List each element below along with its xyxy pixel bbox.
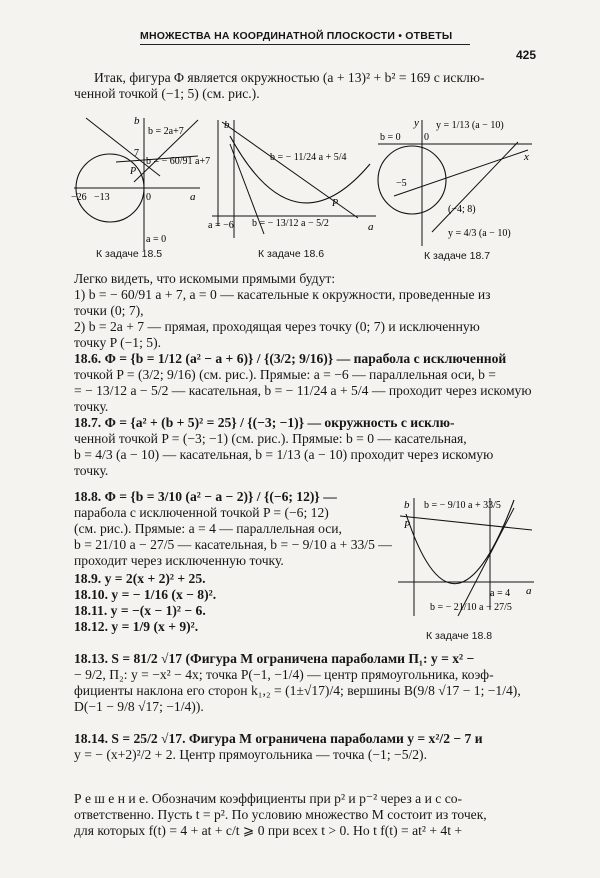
text-line-28: y = − (x+2)²/2 + 2. Центр прямоугольника — точка (−1; −5/2). [74, 747, 427, 762]
figure-18-8 [396, 494, 536, 618]
text-line-3: точки (0; 7), [74, 303, 144, 318]
text-line-13: точку. [74, 463, 109, 478]
fig187-label-line1: y = 1/13 (a − 10) [436, 120, 504, 131]
text-line-27: 18.14. S = 25/2 √17. Фигура M ограничена параболами y = x²/2 − 7 и [74, 731, 483, 746]
fig186-label-am6: a = −6 [208, 220, 234, 231]
text-line-6: 18.6. Φ = {b = 1/12 (a² − a + 6)} / {(3/2; 9/16)} — парабола с исключенной [74, 351, 507, 366]
fig187-label-b0: b = 0 [380, 132, 401, 143]
text-line-14: 18.8. Φ = {b = 3/10 (a² − a − 2)} / {(−6; 12)} — [74, 489, 337, 504]
fig186-label-a: a [368, 221, 374, 233]
fig188-label-line1: b = − 9/10 a + 33/5 [424, 500, 501, 511]
fig186-label-line2: b = − 13/12 a − 5/2 [252, 218, 329, 229]
fig186-label-b: b [224, 119, 230, 131]
text-line-8: = − 13/12 a − 5/2 — касательная, b = − 11/24 a + 5/4 — проходит через искомую [74, 383, 532, 398]
caption-18-6: К задаче 18.6 [258, 248, 325, 260]
figure-18-7 [376, 116, 536, 248]
text-line-26: D(−1 − 9/8 √17; −1/4)). [74, 699, 204, 714]
fig187-label-m5: −5 [396, 178, 407, 189]
text-line-16: (см. рис.). Прямые: a = 4 — параллельная оси, [74, 521, 342, 536]
fig187-label-x: x [524, 151, 529, 163]
fig185-label-p: P [130, 166, 137, 177]
fig188-label-line2: b = − 21/10 a − 27/5 [430, 602, 512, 613]
fig188-label-p: P [404, 520, 411, 531]
fig187-label-line2: y = 4/3 (a − 10) [448, 228, 511, 239]
caption-18-8: К задаче 18.8 [426, 630, 493, 642]
text-line-30: ответственно. Пусть t = p². По условию множество M состоит из точек, [74, 807, 487, 822]
fig188-label-a4: a = 4 [490, 588, 511, 599]
text-line-18: проходит через исключенную точку. [74, 553, 284, 568]
text-line-4: 2) b = 2a + 7 — прямая, проходящая через точку (0; 7) и исключенную [74, 319, 480, 334]
fig187-label-0: 0 [424, 132, 429, 143]
text-line-7: точкой P = (3/2; 9/16) (см. рис.). Прямые: a = −6 — параллельная оси, b = [74, 367, 496, 382]
fig188-label-a: a [526, 585, 532, 597]
fig188-label-b: b [404, 499, 410, 511]
fig185-label-a: a [190, 191, 196, 203]
page-number: 425 [516, 48, 537, 62]
text-line-12: b = 4/3 (a − 10) — касательная, b = 1/13 (a − 10) проходит через искомую [74, 447, 494, 462]
fig185-label-m13: −13 [94, 192, 110, 203]
fig185-label-b: b [134, 115, 140, 127]
text-line-1: Легко видеть, что искомыми прямыми будут: [74, 271, 336, 286]
text-line-24: − 9/2, Π₂: y = −x² − 4x; точка P(−1, −1/4) — центр прямоугольника, коэф- [74, 667, 494, 682]
text-line-25: фициенты наклона его сторон k₁,₂ = (1±√17)/4; вершины B(9/8 √17 − 1; −1/4), [74, 683, 521, 698]
caption-18-5: К задаче 18.5 [96, 248, 163, 260]
text-line-22: 18.12. y = 1/9 (x + 9)². [74, 619, 199, 634]
text-line-31: для которых f(t) = 4 + at + c/t ⩾ 0 при всех t > 0. Но t f(t) = at² + 4t + [74, 823, 463, 838]
fig185-label-line2: b = − 60/91 a+7 [146, 156, 211, 167]
fig185-label-line1: b = 2a+7 [148, 126, 184, 137]
figure-18-5 [71, 112, 211, 252]
text-line-23: 18.13. S = 81/2 √17 (Фигура M ограничена параболами Π₁: y = x² − [74, 651, 475, 666]
text-line-2: 1) b = − 60/91 a + 7, a = 0 — касательные к окружности, проведенные из [74, 287, 491, 302]
fig187-label-pt: (−4; 8) [448, 204, 476, 215]
text-line-19: 18.9. y = 2(x + 2)² + 25. [74, 571, 206, 586]
fig185-label-7: 7 [134, 148, 139, 159]
text-line-11: ченной точкой P = (−3; −1) (см. рис.). Прямые: b = 0 — касательная, [74, 431, 467, 446]
text-line-20: 18.10. y = − 1/16 (x − 8)². [74, 587, 217, 602]
fig185-label-a0: a = 0 [146, 234, 167, 245]
figure-18-6 [208, 116, 378, 240]
running-header: МНОЖЕСТВА НА КООРДИНАТНОЙ ПЛОСКОСТИ • ОТВЕТЫ [140, 30, 470, 45]
fig186-label-line1: b = − 11/24 a + 5/4 [270, 152, 347, 163]
text-line-29: Р е ш е н и е. Обозначим коэффициенты при p² и p⁻² через a и c со- [74, 791, 463, 806]
fig186-label-p: P [332, 198, 339, 209]
caption-18-7: К задаче 18.7 [424, 250, 491, 262]
text-line-15: парабола с исключенной точкой P = (−6; 12) [74, 505, 329, 520]
fig185-label-0: 0 [146, 192, 151, 203]
text-line-21: 18.11. y = −(x − 1)² − 6. [74, 603, 206, 618]
text-line-10: 18.7. Φ = {a² + (b + 5)² = 25} / {(−3; −1)} — окружность с исклю- [74, 415, 455, 430]
text-line-9: точку. [74, 399, 109, 414]
text-line-17: b = 21/10 a − 27/5 — касательная, b = − 9/10 a + 33/5 — [74, 537, 392, 552]
fig185-label-m26: −26 [71, 192, 87, 203]
text-line-5: точку P (−1; 5). [74, 335, 161, 350]
fig187-label-y: y [414, 117, 419, 129]
intro-line-1: Итак, фигура Φ является окружностью (a + 13)² + b² = 169 с исклю- [94, 70, 485, 85]
intro-line-2: ченной точкой (−1; 5) (см. рис.). [74, 86, 260, 101]
